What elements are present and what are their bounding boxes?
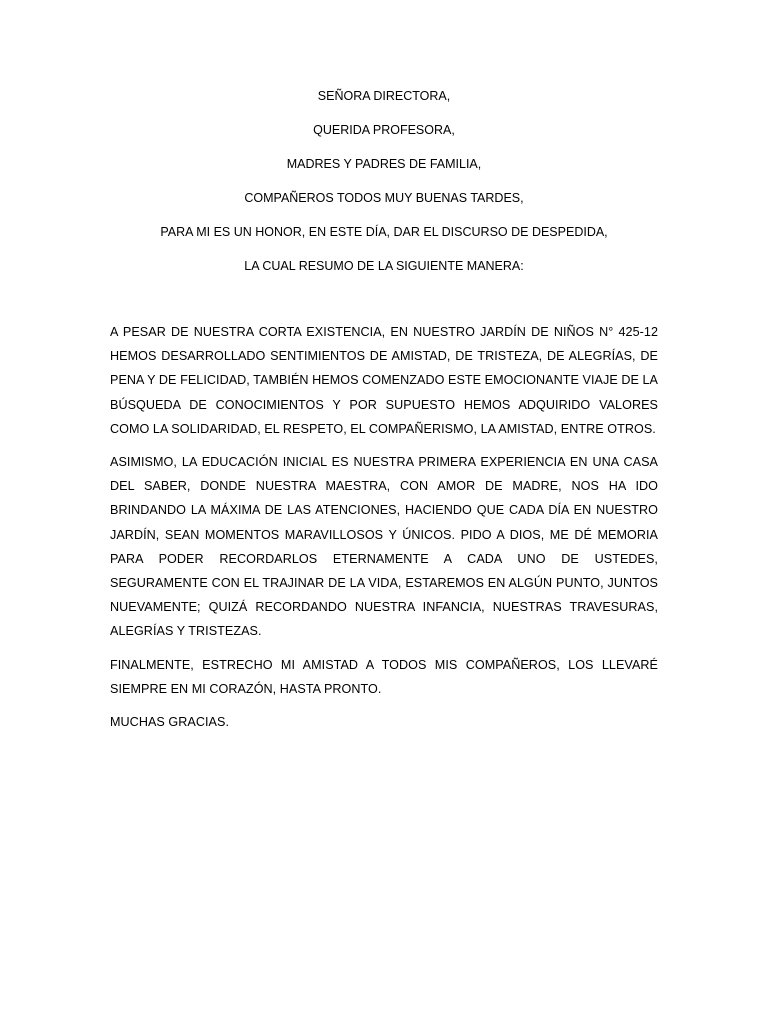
paragraph-existencia: A PESAR DE NUESTRA CORTA EXISTENCIA, EN NUESTRO JARDÍN DE NIÑOS N° 425-12 HEMOS DESARROLLADO SENTIMIENTOS DE AMISTAD, DE TRISTEZA, DE ALEGRÍAS, DE PENA Y DE FELICIDAD, TAMBIÉN HEMOS COMENZADO ESTE EMOCIONANTE VIAJE DE LA BÚSQUEDA DE CONOCIMIENTOS Y POR SUPUESTO HEMOS ADQUIRIDO VALORES COMO LA SOLIDARIDAD, EL RESPETO, EL COMPAÑERISMO, LA AMISTAD, ENTRE OTROS. (110, 325, 658, 436)
salutation-line-companeros: COMPAÑEROS TODOS MUY BUENAS TARDES, (244, 191, 524, 205)
speech-body (110, 320, 658, 743)
paragraph-finalmente: FINALMENTE, ESTRECHO MI AMISTAD A TODOS MIS COMPAÑEROS, LOS LLEVARÉ SIEMPRE EN MI CORAZÓN, HASTA PRONTO. (110, 657, 658, 696)
salutation-line-padres: MADRES Y PADRES DE FAMILIA, (286, 157, 482, 171)
salutation-line-honor: PARA MI ES UN HONOR, EN ESTE DÍA, DAR EL DISCURSO DE DESPEDIDA, (160, 225, 608, 239)
salutation-line-resumo: LA CUAL RESUMO DE LA SIGUIENTE MANERA: (244, 259, 524, 273)
paragraph-gracias: MUCHAS GRACIAS. (110, 715, 230, 730)
salutation-line-directora: SEÑORA DIRECTORA, (317, 89, 451, 103)
salutation-line-profesora: QUERIDA PROFESORA, (313, 123, 455, 137)
paragraph-asimismo: ASIMISMO, LA EDUCACIÓN INICIAL ES NUESTRA PRIMERA EXPERIENCIA EN UNA CASA DEL SABER, DONDE NUESTRA MAESTRA, CON AMOR DE MADRE, NOS HA IDO BRINDANDO LA MÁXIMA DE LAS ATENCIONES, HACIENDO QUE CADA DÍA EN NUESTRO JARDÍN, SEAN MOMENTOS MARAVILLOSOS Y ÚNICOS. PIDO A DIOS, ME DÉ MEMORIA PARA PODER RECORDARLOS ETERNAMENTE A CADA UNO DE USTEDES, SEGURAMENTE CON EL TRAJINAR DE LA VIDA, ESTAREMOS EN ALGÚN PUNTO, JUNTOS NUEVAMENTE; QUIZÁ RECORDANDO NUESTRA INFANCIA, NUESTRAS TRAVESURAS, ALEGRÍAS Y TRISTEZAS. (110, 455, 658, 639)
